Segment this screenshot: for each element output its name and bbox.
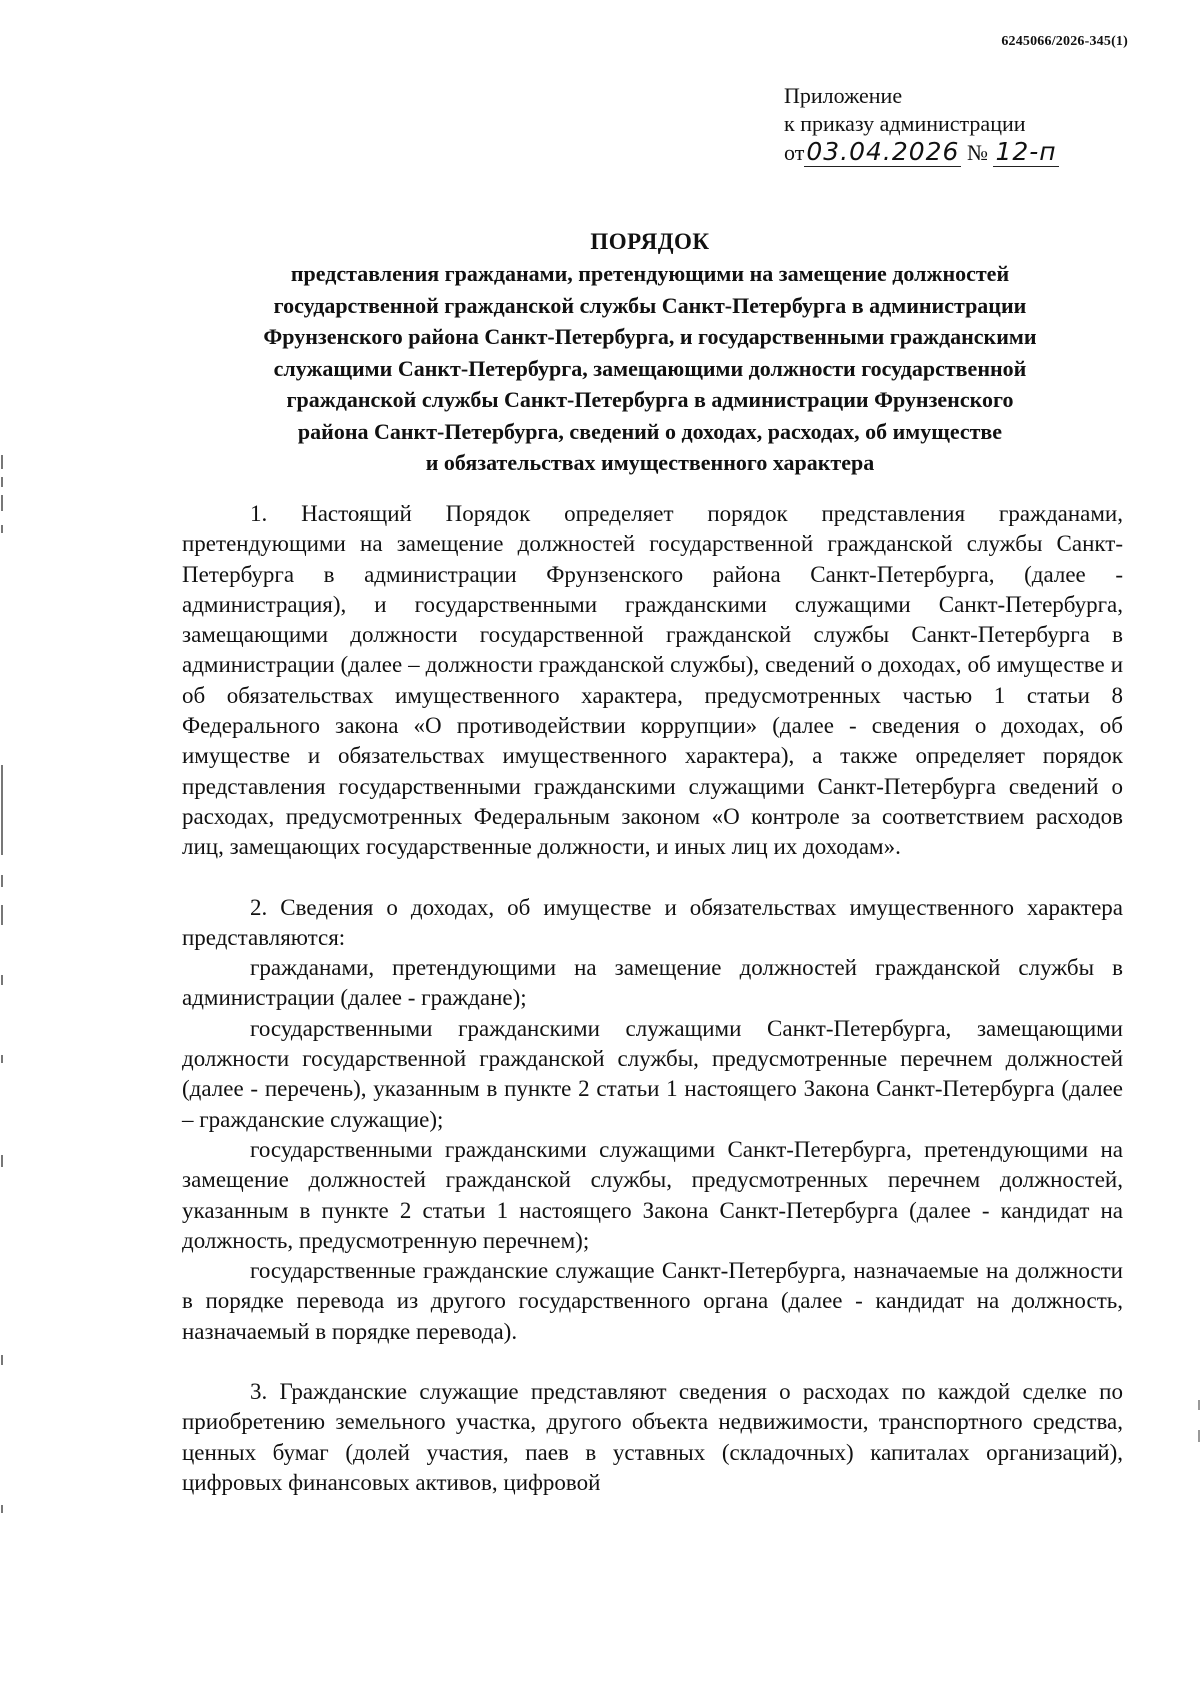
appendix-date-number <box>784 138 1059 167</box>
list-item-civil-servants: государственными гражданскими служащими Санкт-Петербурга, замещающими должности государственной гражданской службы, предусмотренные перечнем должностей (далее - перечень), указанным в пункте 2 статьи 1 настоящего Закона Санкт-Петербурга (далее – гражданские служащие); <box>182 1015 1123 1132</box>
title-line: Фрунзенского района Санкт-Петербурга, и государственными гражданскими <box>263 324 1037 349</box>
paragraph-3: 3. Гражданские служащие представляют сведения о расходах по каждой сделке по приобретению земельного участка, другого объекта недвижимости, транспортного средства, ценных бумаг (долей участия, паев в уставных (складочных) капиталах организаций), цифровых финансовых активов, цифровой <box>182 1379 1123 1495</box>
appendix-label: Приложение <box>784 83 903 108</box>
paragraph-2: 2. Сведения о доходах, об имуществе и обязательствах имущественного характера представляются: <box>182 894 1123 950</box>
appendix-header <box>784 82 1059 167</box>
appendix-order-reference: к приказу администрации <box>784 111 1026 136</box>
list-item-transferred: государственные гражданские служащие Санкт-Петербурга, назначаемые на должности в порядке перевода из другого государственного органа (далее - кандидат на должность, назначаемый в порядке перевода). <box>182 1258 1123 1344</box>
title-subtitle <box>175 258 1125 479</box>
title-line: государственной гражданской службы Санкт-Петербурга в администрации <box>273 292 1027 318</box>
document-title <box>175 226 1125 479</box>
title-line: служащими Санкт-Петербурга, замещающими должности государственной <box>273 355 1027 381</box>
title-line: гражданской службы Санкт-Петербурга в администрации Фрунзенского <box>286 387 1014 412</box>
handwritten-number: 12-п <box>995 137 1057 166</box>
title-main: ПОРЯДОК <box>590 229 710 254</box>
title-line: района Санкт-Петербурга, сведений о доходах, расходах, об имуществе <box>297 418 1003 444</box>
list-item-citizens: гражданами, претендующими на замещение должностей гражданской службы в администрации (далее - граждане); <box>182 955 1123 1011</box>
title-line: представления гражданами, претендующими на замещение должностей <box>290 261 1010 286</box>
handwritten-date: 03.04.2026 <box>806 137 960 166</box>
paragraph-1: 1. Настоящий Порядок определяет порядок представления гражданами, претендующими на замещение должностей государственной гражданской службы Санкт-Петербурга в администрации Фрунзенского района Санкт-Петербурга, (далее - администрация), и государственными гражданскими служащими Санкт-Петербурга, замещающими должности государственной гражданской службы Санкт-Петербурга в администрации (далее – должности гражданской службы), сведений о доходах, об имуществе и об обязательствах имущественного характера, предусмотренных частью 1 статьи 8 Федерального закона «О противодействии коррупции» (далее - сведения о доходах, об имуществе и обязательствах имущественного характера), а также определяет порядок представления государственными гражданскими служащими Санкт-Петербурга сведений о расходах, предусмотренных Федеральным законом «О контроле за соответствием расходов лиц, замещающих государственные должности, и иных лиц их доходам». <box>182 501 1123 860</box>
list-item-candidates: государственными гражданскими служащими Санкт-Петербурга, претендующими на замещение должностей гражданской службы, предусмотренных перечнем должностей, указанным в пункте 2 статьи 1 настоящего Закона Санкт-Петербурга (далее - кандидат на должность, предусмотренную перечнем); <box>182 1136 1123 1253</box>
document-registration-number: 6245066/2026-345(1) <box>1001 34 1128 49</box>
scan-edge-marks <box>0 455 4 1555</box>
date-prefix: от <box>784 140 805 165</box>
document-body <box>182 499 1123 1498</box>
number-sign: № <box>966 140 988 165</box>
title-line: и обязательствах имущественного характера <box>425 450 875 475</box>
